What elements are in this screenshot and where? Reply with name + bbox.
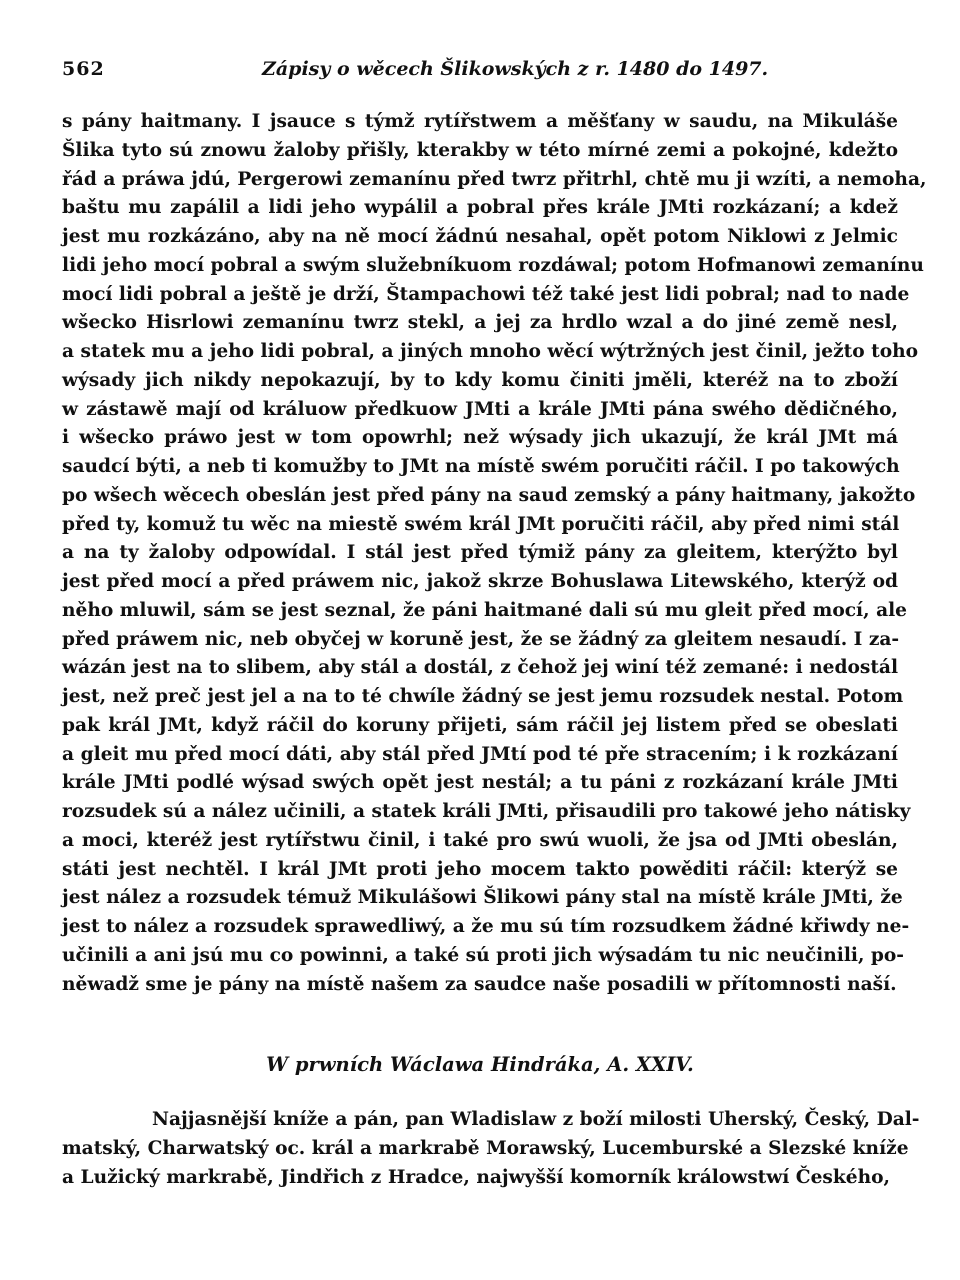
text-line: wýsady jich nikdy nepokazují, by to kdy komu činiti jměli, kteréž na to zboží (62, 369, 898, 391)
text-line: matský, Charwatský oc. král a markrabě Morawský, Lucemburské a Slezské kníže (62, 1137, 909, 1159)
text-line: a Lužický markrabě, Jindřich z Hradce, najwyšší komorník králowstwí Českého, (62, 1166, 891, 1188)
running-title: Zápisy o wěcech Šlikowských z r. 1480 do 1497. (262, 58, 769, 80)
text-line: a moci, kteréž jest rytířstwu činil, i také pro swú wuoli, že jsa od JMti obeslán, (62, 829, 898, 851)
text-line: pak král JMt, když ráčil do koruny přijeti, sám ráčil jej listem před se obeslati (62, 714, 898, 736)
text-line: učinili a ani jsú mu co powinni, a také sú proti jich wýsadám tu nic neučinili, po- (62, 944, 905, 966)
paragraph-main (62, 108, 927, 999)
text-line: rozsudek sú a nález učinili, a statek králi JMti, přisaudili pro takowé jeho nátisky (62, 801, 911, 822)
text-line: jest před mocí a před práwem nic, jakož skrze Bohuslawa Litewského, kterýž od (62, 571, 898, 592)
text-line: krále JMti podlé wýsad swých opět jest nestál; a tu páni z rozkázaní krále JMti (62, 772, 898, 794)
text-line: jest nález a rozsudek témuž Mikulášowi Šlikowi pány stal na místě krále JMti, že (62, 887, 903, 909)
text-line: státi jest nechtěl. I král JMt proti jeho mocem takto powěditi ráčil: kterýž se (62, 858, 898, 880)
page-header (62, 58, 898, 88)
text-line: jest, než preč jest jel a na to té chwíle žádný se jest jemu rozsudek nestal. Potom (62, 686, 904, 707)
text-line: Šlika tyto sú znowu žaloby přišly, kterakby w této mírné zemi a pokojné, kdežto (62, 139, 898, 161)
text-line: wázán jest na to slibem, aby stál a dostál, z čehož jej winí též zemané: i nedostál (62, 657, 899, 679)
text-line: jest mu rozkázáno, aby na ně mocí žádnú nesahal, opět potom Niklowi z Jelmic (62, 226, 898, 247)
text-line: něwadž sme je pány na místě našem za saudce naše posadili w přítomnosti naší. (62, 973, 897, 995)
text-line: wšecko Hisrlowi zemanínu twrz stekl, a jej za hrdlo wzal a do jiné země nesl, (62, 312, 898, 334)
text-line: i wšecko práwo jest w tom opowrhl; než wýsady jich ukazují, že král JMt má (62, 427, 898, 449)
text-line: a gleit mu před mocí dáti, aby stál před JMtí pod té pře stracením; i k rozkázaní (62, 743, 898, 765)
text-line: po wšech wěcech obeslán jest před pány na saud zemský a pány haitmany, jakožto (62, 484, 916, 506)
page-number: 562 (62, 58, 105, 80)
text-line: Najjasnější kníže a pán, pan Wladislaw z boží milosti Uherský, Český, Dal- (152, 1109, 920, 1130)
paragraph-second (62, 1106, 920, 1192)
text-line: řád a práwa jdú, Pergerowi zemanínu před twrz přitrhl, chtě mu ji wzíti, a nemoha, (62, 168, 927, 190)
text-line: w zástawě mají od králuow předkuow JMti a krále JMti pána swého dědičného, (62, 398, 898, 420)
section-heading: W prwních Wáclawa Hindráka, A. XXIV. (266, 1053, 694, 1076)
text-line: mocí lidi pobral a ještě je drží, Štampachowi též také jest lidi pobral; nad to nade (62, 283, 910, 305)
text-line: něho mluwil, sám se jest seznal, že páni haitmané dali sú mu gleit před mocí, ale (62, 599, 908, 621)
text-line: před práwem nic, neb obyčej w koruně jest, že se žádný za gleitem nesaudí. I za- (62, 628, 900, 650)
text-line: před ty, komuž tu wěc na miestě swém král JMt poručiti ráčil, aby před nimi stál (62, 513, 900, 535)
text-line: lidi jeho mocí pobral a swým služebníkuom rozdáwal; potom Hofmanowi zemanínu (62, 254, 924, 276)
text-line: saudcí býti, a neb ti komužby to JMt na místě swém poručiti ráčil. I po takowých (62, 456, 900, 477)
text-line: jest to nález a rozsudek sprawedliwý, a že mu sú tím rozsudkem žádné křiwdy ne- (62, 916, 910, 937)
text-line: a na ty žaloby odpowídal. I stál jest před týmiž pány za gleitem, kterýžto byl (62, 542, 898, 564)
text-line: a statek mu a jeho lidi pobral, a jiných mnoho wěcí wýtržných jest činil, ježto toho (62, 341, 919, 362)
text-line: baštu mu zapálil a lidi jeho wypálil a pobral přes krále JMti rozkázaní; a kdež (62, 197, 898, 219)
text-line: s pány haitmany. I jsauce s týmž rytířstwem a měšťany w saudu, na Mikuláše (62, 111, 898, 132)
